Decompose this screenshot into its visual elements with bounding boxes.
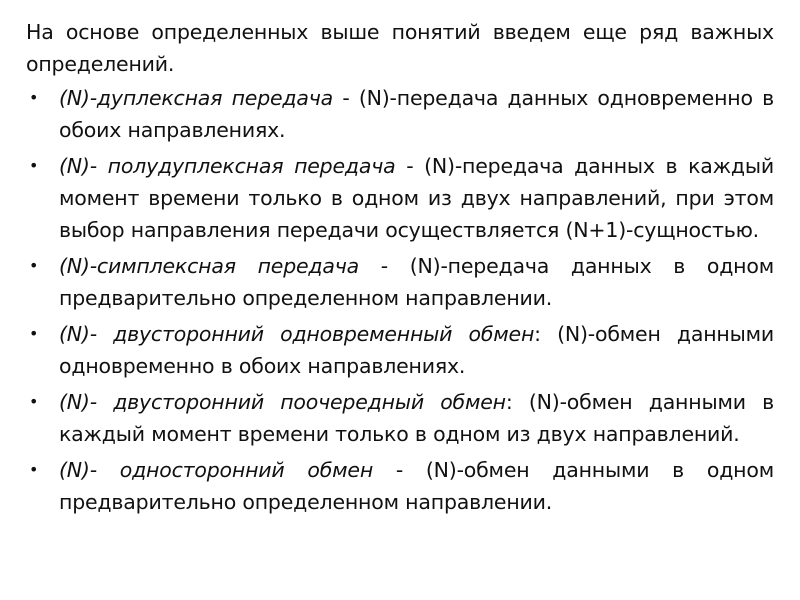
bullet-icon: •: [29, 460, 39, 479]
definition-text: (N)-передача данных в одном предварительно определенном направлении.: [59, 254, 774, 310]
bullet-icon: •: [29, 392, 39, 411]
definition-separator: -: [395, 154, 425, 178]
slide-content: [26, 16, 774, 522]
definition-term: (N)- двусторонний поочередный обмен: [59, 390, 506, 414]
bullet-icon: •: [29, 156, 39, 175]
bullet-icon: •: [29, 88, 39, 107]
definition-separator: :: [505, 390, 529, 414]
definition-term: (N)-дуплексная передача: [59, 86, 334, 110]
definition-separator: -: [373, 458, 426, 482]
definition-separator: -: [333, 86, 359, 110]
list-item-one-way: [26, 454, 774, 518]
definitions-list: [26, 82, 774, 518]
intro-paragraph: На основе определенных выше понятий введем еще ряд важных определений.: [26, 20, 774, 76]
list-item-two-way-alternate: [26, 386, 774, 450]
definition-term: (N)- двусторонний одновременный обмен: [59, 322, 535, 346]
definition-text: (N)-обмен данными одновременно в обоих направлениях.: [59, 322, 775, 378]
definition-separator: -: [359, 254, 410, 278]
definition-term: (N)- односторонний обмен: [59, 458, 374, 482]
definition-separator: :: [534, 322, 558, 346]
definition-text: (N)-передача данных одновременно в обоих направлениях.: [59, 86, 774, 142]
definition-text: (N)-обмен данными в каждый момент времени только в одном из двух направлений.: [59, 390, 774, 446]
list-item-half-duplex: [26, 150, 774, 246]
bullet-icon: •: [29, 324, 39, 343]
list-item-two-way-simultaneous: [26, 318, 774, 382]
bullet-icon: •: [29, 256, 39, 275]
definition-text: (N)-обмен данными в одном предварительно определенном направлении.: [59, 458, 774, 514]
list-item-full-duplex: [26, 82, 774, 146]
definition-term: (N)- полудуплексная передача: [59, 154, 396, 178]
list-item-simplex: [26, 250, 774, 314]
definition-text: (N)-передача данных в каждый момент времени только в одном из двух направлений, при этом выбор направления передачи осуществляется (N+1)-сущностью.: [59, 154, 774, 242]
definition-term: (N)-симплексная передача: [59, 254, 360, 278]
